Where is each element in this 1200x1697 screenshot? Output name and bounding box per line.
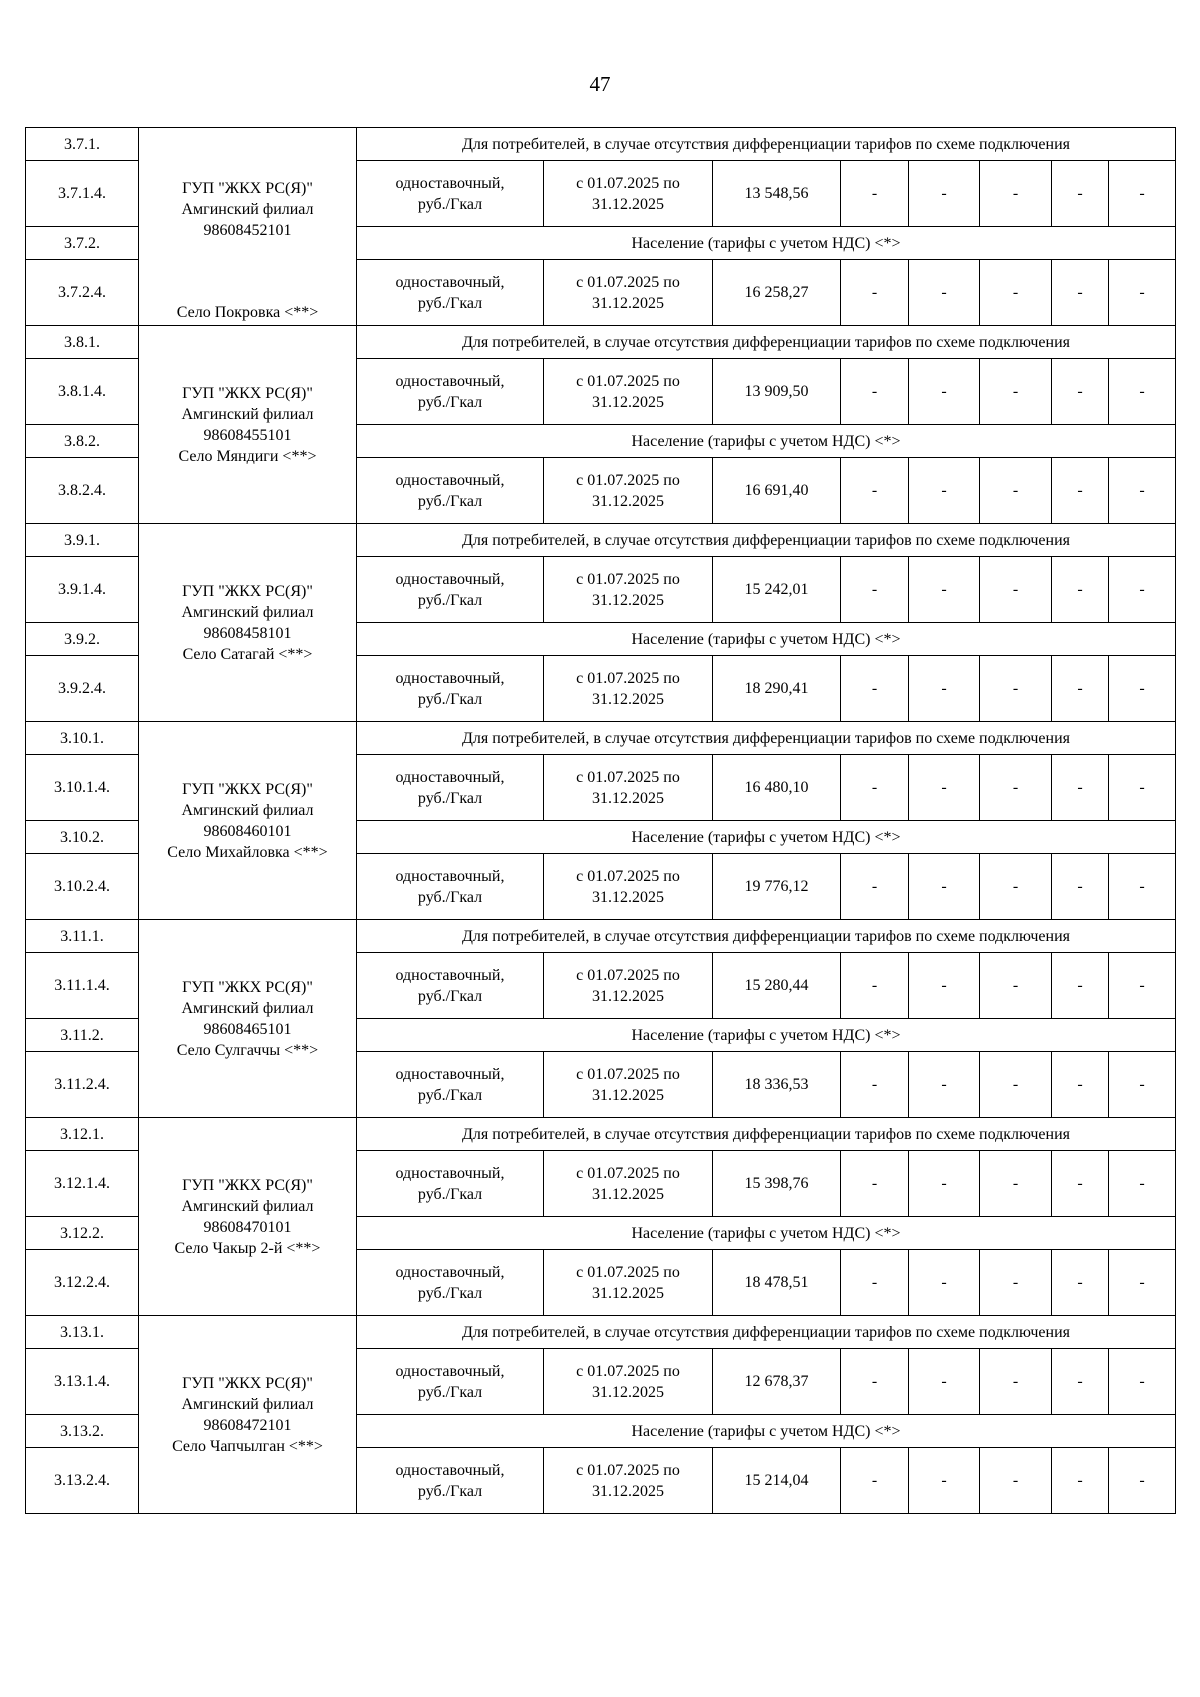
empty-value-dash: - bbox=[909, 1349, 980, 1415]
empty-value-dash: - bbox=[1052, 458, 1109, 524]
organization-cell: ГУП "ЖКХ РС(Я)" Амгинский филиал 98608460101 Село Михайловка <**> bbox=[139, 722, 357, 920]
empty-value-dash: - bbox=[980, 458, 1052, 524]
empty-value-dash: - bbox=[841, 1151, 909, 1217]
organization-cell: ГУП "ЖКХ РС(Я)" Амгинский филиал 98608455101 Село Мяндиги <**> bbox=[139, 326, 357, 524]
empty-value-dash: - bbox=[1109, 953, 1176, 1019]
tariff-value-cell: 12 678,37 bbox=[713, 1349, 841, 1415]
empty-value-dash: - bbox=[980, 1052, 1052, 1118]
empty-value-dash: - bbox=[980, 1151, 1052, 1217]
empty-value-dash: - bbox=[841, 1448, 909, 1514]
organization-cell: ГУП "ЖКХ РС(Я)" Амгинский филиал 98608465101 Село Сулгаччы <**> bbox=[139, 920, 357, 1118]
row-code: 3.8.1.4. bbox=[26, 359, 139, 425]
group-header-row bbox=[26, 128, 1176, 161]
empty-value-dash: - bbox=[1109, 854, 1176, 920]
empty-value-dash: - bbox=[909, 359, 980, 425]
row-code: 3.10.1.4. bbox=[26, 755, 139, 821]
empty-value-dash: - bbox=[909, 1250, 980, 1316]
period-cell: с 01.07.2025 по 31.12.2025 bbox=[544, 953, 713, 1019]
group-header-text: Для потребителей, в случае отсутствия дифференциации тарифов по схеме подключения bbox=[357, 920, 1176, 953]
empty-value-dash: - bbox=[980, 359, 1052, 425]
empty-value-dash: - bbox=[909, 1448, 980, 1514]
empty-value-dash: - bbox=[1109, 1250, 1176, 1316]
tariff-value-cell: 15 242,01 bbox=[713, 557, 841, 623]
group-header-text: Население (тарифы с учетом НДС) <*> bbox=[357, 1415, 1176, 1448]
row-code: 3.12.1. bbox=[26, 1118, 139, 1151]
period-cell: с 01.07.2025 по 31.12.2025 bbox=[544, 656, 713, 722]
row-code: 3.10.2. bbox=[26, 821, 139, 854]
group-header-text: Население (тарифы с учетом НДС) <*> bbox=[357, 1019, 1176, 1052]
empty-value-dash: - bbox=[1109, 260, 1176, 326]
row-code: 3.13.1. bbox=[26, 1316, 139, 1349]
rate-type-cell: одноставочный, руб./Гкал bbox=[357, 854, 544, 920]
empty-value-dash: - bbox=[980, 557, 1052, 623]
row-code: 3.11.2.4. bbox=[26, 1052, 139, 1118]
row-code: 3.9.2. bbox=[26, 623, 139, 656]
organization-spacer bbox=[142, 241, 353, 302]
empty-value-dash: - bbox=[1052, 260, 1109, 326]
empty-value-dash: - bbox=[980, 953, 1052, 1019]
rate-type-cell: одноставочный, руб./Гкал bbox=[357, 458, 544, 524]
empty-value-dash: - bbox=[841, 557, 909, 623]
period-cell: с 01.07.2025 по 31.12.2025 bbox=[544, 854, 713, 920]
period-cell: с 01.07.2025 по 31.12.2025 bbox=[544, 359, 713, 425]
row-code: 3.9.1. bbox=[26, 524, 139, 557]
group-header-text: Население (тарифы с учетом НДС) <*> bbox=[357, 227, 1176, 260]
organization-cell: ГУП "ЖКХ РС(Я)" Амгинский филиал 98608458101 Село Сатагай <**> bbox=[139, 524, 357, 722]
group-header-text: Население (тарифы с учетом НДС) <*> bbox=[357, 623, 1176, 656]
empty-value-dash: - bbox=[909, 854, 980, 920]
empty-value-dash: - bbox=[909, 1151, 980, 1217]
organization-cell bbox=[139, 128, 357, 326]
group-header-text: Для потребителей, в случае отсутствия дифференциации тарифов по схеме подключения bbox=[357, 326, 1176, 359]
empty-value-dash: - bbox=[841, 260, 909, 326]
empty-value-dash: - bbox=[841, 1250, 909, 1316]
tariff-value-cell: 13 909,50 bbox=[713, 359, 841, 425]
empty-value-dash: - bbox=[980, 656, 1052, 722]
tariff-value-cell: 19 776,12 bbox=[713, 854, 841, 920]
empty-value-dash: - bbox=[1109, 656, 1176, 722]
empty-value-dash: - bbox=[980, 1448, 1052, 1514]
locality-name: Село Покровка <**> bbox=[176, 304, 319, 321]
empty-value-dash: - bbox=[1109, 359, 1176, 425]
row-code: 3.9.1.4. bbox=[26, 557, 139, 623]
empty-value-dash: - bbox=[1109, 1448, 1176, 1514]
empty-value-dash: - bbox=[980, 260, 1052, 326]
rate-type-cell: одноставочный, руб./Гкал bbox=[357, 161, 544, 227]
organization-name: ГУП "ЖКХ РС(Я)" Амгинский филиал 98608452101 bbox=[181, 180, 314, 239]
empty-value-dash: - bbox=[841, 656, 909, 722]
empty-value-dash: - bbox=[909, 458, 980, 524]
empty-value-dash: - bbox=[841, 359, 909, 425]
empty-value-dash: - bbox=[980, 854, 1052, 920]
empty-value-dash: - bbox=[909, 953, 980, 1019]
period-cell: с 01.07.2025 по 31.12.2025 bbox=[544, 161, 713, 227]
empty-value-dash: - bbox=[909, 1052, 980, 1118]
empty-value-dash: - bbox=[1052, 1349, 1109, 1415]
empty-value-dash: - bbox=[909, 656, 980, 722]
empty-value-dash: - bbox=[1109, 557, 1176, 623]
group-header-row bbox=[26, 920, 1176, 953]
row-code: 3.7.1.4. bbox=[26, 161, 139, 227]
rate-type-cell: одноставочный, руб./Гкал bbox=[357, 1151, 544, 1217]
row-code: 3.11.2. bbox=[26, 1019, 139, 1052]
group-header-text: Для потребителей, в случае отсутствия дифференциации тарифов по схеме подключения bbox=[357, 128, 1176, 161]
period-cell: с 01.07.2025 по 31.12.2025 bbox=[544, 260, 713, 326]
group-header-text: Для потребителей, в случае отсутствия дифференциации тарифов по схеме подключения bbox=[357, 722, 1176, 755]
group-header-text: Население (тарифы с учетом НДС) <*> bbox=[357, 821, 1176, 854]
row-code: 3.8.1. bbox=[26, 326, 139, 359]
rate-type-cell: одноставочный, руб./Гкал bbox=[357, 953, 544, 1019]
row-code: 3.12.2. bbox=[26, 1217, 139, 1250]
empty-value-dash: - bbox=[841, 161, 909, 227]
tariff-value-cell: 18 478,51 bbox=[713, 1250, 841, 1316]
rate-type-cell: одноставочный, руб./Гкал bbox=[357, 557, 544, 623]
rate-type-cell: одноставочный, руб./Гкал bbox=[357, 656, 544, 722]
row-code: 3.13.2. bbox=[26, 1415, 139, 1448]
empty-value-dash: - bbox=[841, 854, 909, 920]
tariff-value-cell: 18 290,41 bbox=[713, 656, 841, 722]
empty-value-dash: - bbox=[1052, 161, 1109, 227]
organization-cell: ГУП "ЖКХ РС(Я)" Амгинский филиал 98608472101 Село Чапчылган <**> bbox=[139, 1316, 357, 1514]
row-code: 3.8.2. bbox=[26, 425, 139, 458]
group-header-row bbox=[26, 1118, 1176, 1151]
empty-value-dash: - bbox=[909, 260, 980, 326]
group-header-text: Население (тарифы с учетом НДС) <*> bbox=[357, 425, 1176, 458]
empty-value-dash: - bbox=[841, 953, 909, 1019]
row-code: 3.8.2.4. bbox=[26, 458, 139, 524]
empty-value-dash: - bbox=[1052, 1052, 1109, 1118]
group-header-text: Для потребителей, в случае отсутствия дифференциации тарифов по схеме подключения bbox=[357, 1118, 1176, 1151]
tariff-value-cell: 16 691,40 bbox=[713, 458, 841, 524]
empty-value-dash: - bbox=[980, 161, 1052, 227]
tariff-value-cell: 18 336,53 bbox=[713, 1052, 841, 1118]
empty-value-dash: - bbox=[841, 755, 909, 821]
row-code: 3.11.1.4. bbox=[26, 953, 139, 1019]
group-header-row bbox=[26, 722, 1176, 755]
tariff-value-cell: 15 280,44 bbox=[713, 953, 841, 1019]
empty-value-dash: - bbox=[1052, 1448, 1109, 1514]
tariff-value-cell: 16 480,10 bbox=[713, 755, 841, 821]
rate-type-cell: одноставочный, руб./Гкал bbox=[357, 1250, 544, 1316]
row-code: 3.12.2.4. bbox=[26, 1250, 139, 1316]
group-header-row bbox=[26, 524, 1176, 557]
row-code: 3.12.1.4. bbox=[26, 1151, 139, 1217]
tariff-value-cell: 16 258,27 bbox=[713, 260, 841, 326]
empty-value-dash: - bbox=[909, 557, 980, 623]
row-code: 3.13.2.4. bbox=[26, 1448, 139, 1514]
period-cell: с 01.07.2025 по 31.12.2025 bbox=[544, 1349, 713, 1415]
period-cell: с 01.07.2025 по 31.12.2025 bbox=[544, 1052, 713, 1118]
page-number: 47 bbox=[589, 72, 611, 96]
empty-value-dash: - bbox=[1109, 1151, 1176, 1217]
empty-value-dash: - bbox=[1109, 458, 1176, 524]
rate-type-cell: одноставочный, руб./Гкал bbox=[357, 1052, 544, 1118]
empty-value-dash: - bbox=[1052, 854, 1109, 920]
group-header-text: Население (тарифы с учетом НДС) <*> bbox=[357, 1217, 1176, 1250]
row-code: 3.11.1. bbox=[26, 920, 139, 953]
empty-value-dash: - bbox=[980, 1349, 1052, 1415]
group-header-text: Для потребителей, в случае отсутствия дифференциации тарифов по схеме подключения bbox=[357, 524, 1176, 557]
tariff-value-cell: 15 398,76 bbox=[713, 1151, 841, 1217]
empty-value-dash: - bbox=[1052, 755, 1109, 821]
empty-value-dash: - bbox=[980, 1250, 1052, 1316]
row-code: 3.10.2.4. bbox=[26, 854, 139, 920]
row-code: 3.7.1. bbox=[26, 128, 139, 161]
empty-value-dash: - bbox=[841, 458, 909, 524]
empty-value-dash: - bbox=[1109, 1349, 1176, 1415]
empty-value-dash: - bbox=[1052, 953, 1109, 1019]
row-code: 3.7.2.4. bbox=[26, 260, 139, 326]
empty-value-dash: - bbox=[909, 161, 980, 227]
period-cell: с 01.07.2025 по 31.12.2025 bbox=[544, 755, 713, 821]
period-cell: с 01.07.2025 по 31.12.2025 bbox=[544, 1250, 713, 1316]
period-cell: с 01.07.2025 по 31.12.2025 bbox=[544, 1151, 713, 1217]
empty-value-dash: - bbox=[909, 755, 980, 821]
organization-cell: ГУП "ЖКХ РС(Я)" Амгинский филиал 98608470101 Село Чакыр 2-й <**> bbox=[139, 1118, 357, 1316]
empty-value-dash: - bbox=[841, 1052, 909, 1118]
tariff-value-cell: 15 214,04 bbox=[713, 1448, 841, 1514]
empty-value-dash: - bbox=[1109, 1052, 1176, 1118]
rate-type-cell: одноставочный, руб./Гкал bbox=[357, 755, 544, 821]
period-cell: с 01.07.2025 по 31.12.2025 bbox=[544, 557, 713, 623]
empty-value-dash: - bbox=[1052, 1250, 1109, 1316]
rate-type-cell: одноставочный, руб./Гкал bbox=[357, 359, 544, 425]
tariff-value-cell: 13 548,56 bbox=[713, 161, 841, 227]
group-header-row bbox=[26, 326, 1176, 359]
period-cell: с 01.07.2025 по 31.12.2025 bbox=[544, 458, 713, 524]
empty-value-dash: - bbox=[1052, 359, 1109, 425]
rate-type-cell: одноставочный, руб./Гкал bbox=[357, 1448, 544, 1514]
group-header-text: Для потребителей, в случае отсутствия дифференциации тарифов по схеме подключения bbox=[357, 1316, 1176, 1349]
empty-value-dash: - bbox=[841, 1349, 909, 1415]
empty-value-dash: - bbox=[1052, 1151, 1109, 1217]
row-code: 3.13.1.4. bbox=[26, 1349, 139, 1415]
empty-value-dash: - bbox=[1052, 557, 1109, 623]
empty-value-dash: - bbox=[1052, 656, 1109, 722]
tariff-table bbox=[25, 127, 1176, 1514]
period-cell: с 01.07.2025 по 31.12.2025 bbox=[544, 1448, 713, 1514]
empty-value-dash: - bbox=[1109, 161, 1176, 227]
row-code: 3.7.2. bbox=[26, 227, 139, 260]
rate-type-cell: одноставочный, руб./Гкал bbox=[357, 260, 544, 326]
row-code: 3.9.2.4. bbox=[26, 656, 139, 722]
rate-type-cell: одноставочный, руб./Гкал bbox=[357, 1349, 544, 1415]
row-code: 3.10.1. bbox=[26, 722, 139, 755]
empty-value-dash: - bbox=[1109, 755, 1176, 821]
empty-value-dash: - bbox=[980, 755, 1052, 821]
group-header-row bbox=[26, 1316, 1176, 1349]
